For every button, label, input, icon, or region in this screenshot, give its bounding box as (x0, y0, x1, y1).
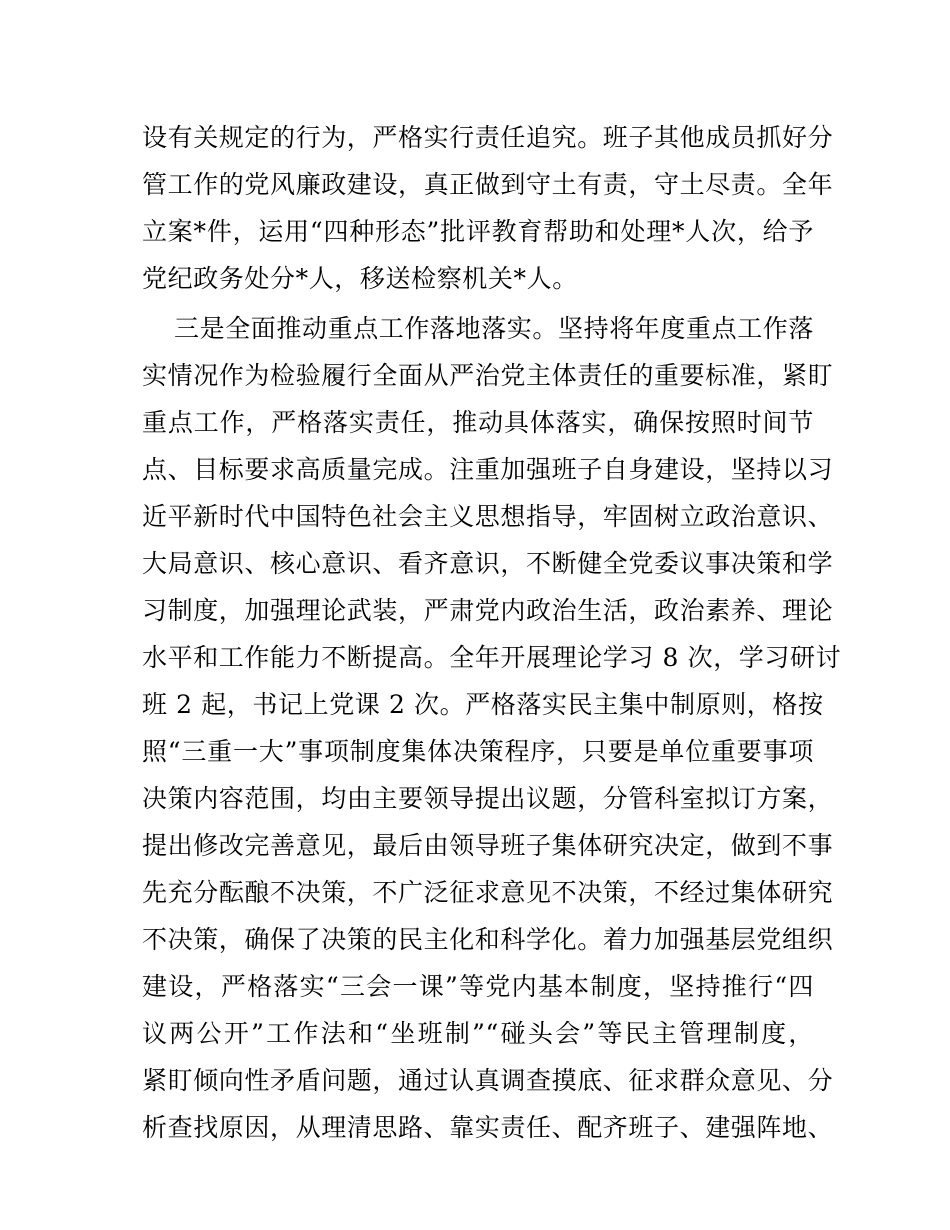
text-line: 紧盯倾向性矛盾问题，通过认真调查摸底、征求群众意见、分 (142, 1066, 834, 1095)
text-line: 习制度，加强理论武装，严肃党内政治生活，政治素养、理论 (142, 596, 834, 625)
text-line: 重点工作，严格落实责任，推动具体落实，确保按照时间节 (142, 408, 814, 437)
text-line: 提出修改完善意见，最后由领导班子集体研究决定，做到不事 (142, 831, 834, 860)
text-line: 班 2 起，书记上党课 2 次。严格落实民主集中制原则，格按 (142, 690, 824, 719)
text-line: 议两公开”工作法和“坐班制”“碰头会”等民主管理制度， (142, 1019, 814, 1048)
text-line: 先充分酝酿不决策，不广泛征求意见不决策，不经过集体研究 (142, 878, 834, 907)
text-line: 决策内容范围，均由主要领导提出议题，分管科室拟订方案， (142, 784, 834, 813)
text-line: 立案*件，运用“四种形态”批评教育帮助和处理*人次，给予 (142, 217, 814, 246)
text-line: 设有关规定的行为，严格实行责任追究。班子其他成员抓好分 (142, 123, 834, 152)
text-line: 建设，严格落实“三会一课”等党内基本制度，坚持推行“四 (142, 972, 814, 1001)
text-line: 照“三重一大”事项制度集体决策程序，只要是单位重要事项 (142, 737, 814, 766)
text-line: 三是全面推动重点工作落地落实。坚持将年度重点工作落 (174, 314, 815, 343)
text-line: 管工作的党风廉政建设，真正做到守土有责，守土尽责。全年 (142, 170, 834, 199)
text-line: 近平新时代中国特色社会主义思想指导，牢固树立政治意识、 (142, 502, 834, 531)
text-line: 党纪政务处分*人，移送检察机关*人。 (142, 264, 578, 293)
text-line: 析查找原因，从理清思路、靠实责任、配齐班子、建强阵地、 (142, 1113, 834, 1142)
text-line: 水平和工作能力不断提高。全年开展理论学习 8 次，学习研讨 (142, 643, 842, 672)
text-line: 大局意识、核心意识、看齐意识，不断健全党委议事决策和学 (142, 549, 834, 578)
text-line: 点、目标要求高质量完成。注重加强班子自身建设，坚持以习 (142, 455, 834, 484)
text-line: 不决策，确保了决策的民主化和科学化。着力加强基层党组织 (142, 925, 834, 954)
text-line: 实情况作为检验履行全面从严治党主体责任的重要标准，紧盯 (142, 361, 834, 390)
